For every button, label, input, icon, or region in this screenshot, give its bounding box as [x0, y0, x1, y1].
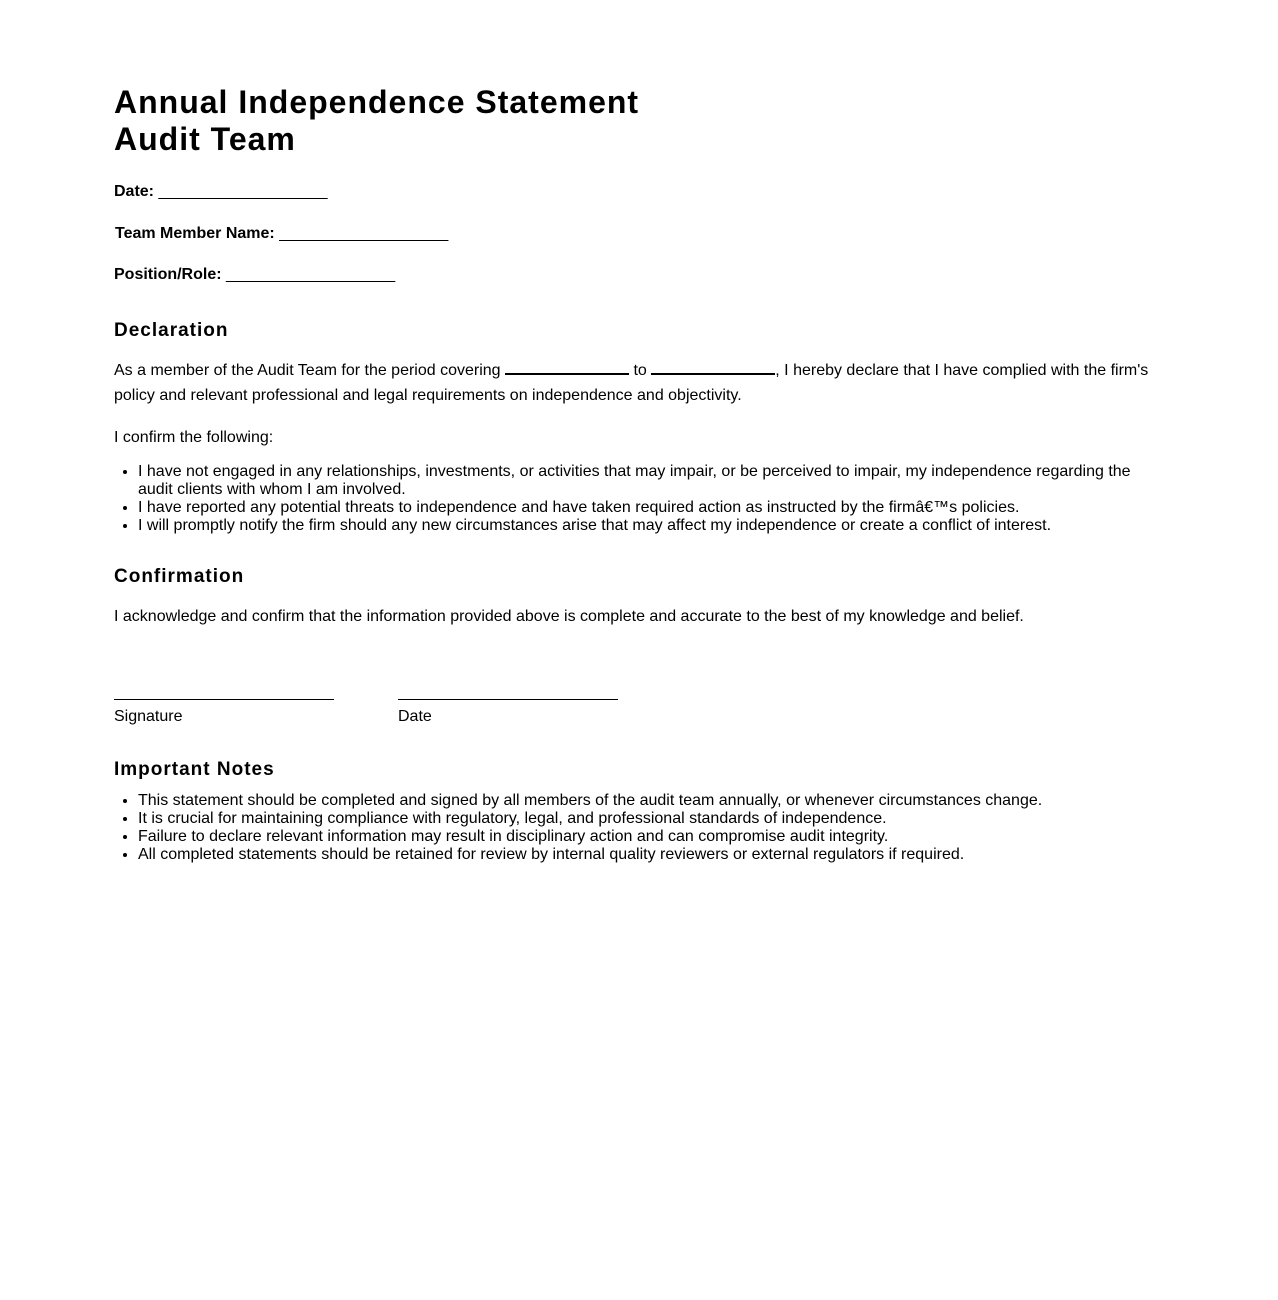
- important-notes-heading: Important Notes: [114, 759, 275, 780]
- list-item: • It is crucial for maintaining compliance with regulatory, legal, and professional standards of independence.: [138, 810, 1164, 828]
- team-member-name-blank[interactable]: ___________________: [279, 225, 449, 242]
- confirm-intro: I confirm the following:: [114, 429, 274, 446]
- confirmation-heading: Confirmation: [114, 566, 245, 587]
- team-member-name-label: Team Member Name:: [115, 225, 275, 242]
- list-item: • I have reported any potential threats to independence and have taken required action as instructed by the firmâ€™s policies.: [138, 499, 1164, 517]
- list-item: • Failure to declare relevant information may result in disciplinary action and can compromise audit integrity.: [138, 828, 1164, 846]
- document-page: [114, 84, 1164, 864]
- signature-label: Signature: [114, 708, 183, 725]
- signature-block: [114, 699, 334, 727]
- declaration-text-after: , I hereby declare that I have complied with the firm's policy and relevant professional and legal requirements on independence and objectivity.: [114, 362, 1149, 404]
- period-start-blank[interactable]: [505, 359, 629, 375]
- list-item: • I will promptly notify the firm should any new circumstances arise that may affect my independence or create a conflict of interest.: [138, 517, 1164, 535]
- confirmation-list: [114, 463, 1164, 535]
- signature-date-block: [398, 699, 618, 727]
- declaration-paragraph: [114, 358, 1164, 408]
- list-item: • I have not engaged in any relationships, investments, or activities that may impair, or be perceived to impair, my independence regarding the audit clients with whom I am involved.: [138, 463, 1164, 499]
- date-field-label: Date:: [114, 183, 155, 200]
- declaration-heading: Declaration: [114, 320, 229, 341]
- date-field-blank[interactable]: ___________________: [158, 183, 328, 200]
- list-item: • All completed statements should be retained for review by internal quality reviewers or external regulators if required.: [138, 846, 1164, 864]
- title-line-2: Audit Team: [114, 121, 296, 157]
- declaration-text-before: As a member of the Audit Team for the period covering: [114, 362, 501, 379]
- declaration-text-between: to: [633, 362, 647, 379]
- position-role-blank[interactable]: ___________________: [226, 266, 396, 283]
- signature-line[interactable]: [114, 699, 334, 700]
- period-end-blank[interactable]: [651, 359, 775, 375]
- date-field[interactable]: [114, 182, 1164, 202]
- position-role-field[interactable]: [114, 265, 1164, 285]
- position-role-label: Position/Role:: [114, 266, 222, 283]
- important-notes-list: [114, 792, 1164, 864]
- document-title: [114, 84, 1164, 158]
- signature-date-label: Date: [398, 708, 432, 725]
- list-item: • This statement should be completed and signed by all members of the audit team annually, or whenever circumstances change.: [138, 792, 1164, 810]
- team-member-name-field[interactable]: [114, 224, 1164, 244]
- signature-row: [114, 699, 1164, 727]
- signature-date-line[interactable]: [398, 699, 618, 700]
- title-line-1: Annual Independence Statement: [114, 84, 640, 120]
- acknowledgement-text: I acknowledge and confirm that the information provided above is complete and accurate to the best of my knowledge and belief.: [114, 608, 1024, 625]
